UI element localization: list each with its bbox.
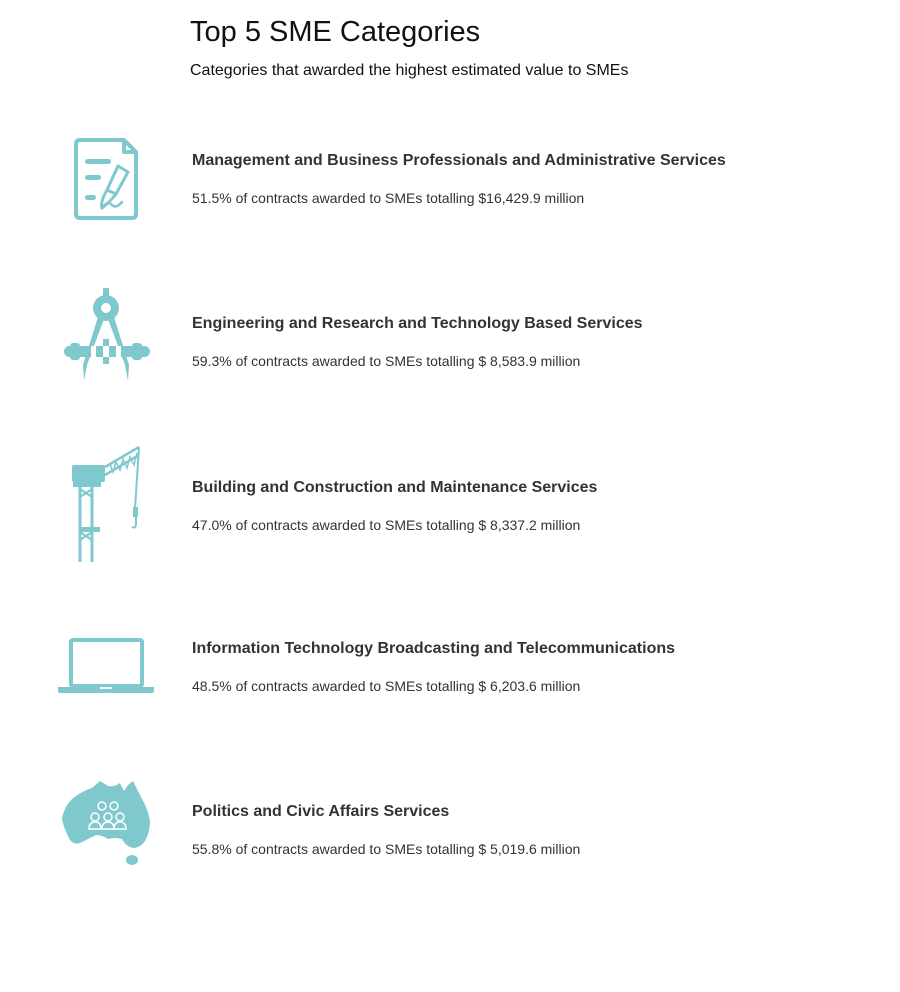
category-name: Engineering and Research and Technology Based Services: [192, 315, 643, 332]
page-title: Top 5 SME Categories: [190, 16, 481, 48]
category-description: 59.3% of contracts awarded to SMEs totalling $ 8,583.9 million: [192, 353, 581, 369]
category-item-management: [0, 110, 900, 250]
laptop-icon: [50, 598, 162, 738]
category-item-politics: [0, 761, 900, 901]
category-description: 51.5% of contracts awarded to SMEs totalling $16,429.9 million: [192, 190, 585, 206]
page-subtitle: Categories that awarded the highest estimated value to SMEs: [190, 62, 629, 79]
category-name: Information Technology Broadcasting and Telecommunications: [192, 640, 676, 657]
category-item-construction: [0, 437, 900, 577]
category-item-engineering: [0, 273, 900, 413]
category-name: Politics and Civic Affairs Services: [192, 803, 450, 820]
category-name: Building and Construction and Maintenance Services: [192, 479, 598, 496]
category-item-information-technology: [0, 598, 900, 738]
drafting-compass-icon: [50, 273, 162, 413]
document-signature-icon: [50, 110, 162, 250]
category-description: 48.5% of contracts awarded to SMEs totalling $ 6,203.6 million: [192, 678, 581, 694]
category-description: 55.8% of contracts awarded to SMEs totalling $ 5,019.6 million: [192, 841, 581, 857]
category-description: 47.0% of contracts awarded to SMEs totalling $ 8,337.2 million: [192, 517, 581, 533]
australia-people-icon: [50, 761, 162, 901]
category-name: Management and Business Professionals and Administrative Services: [192, 152, 726, 169]
construction-crane-icon: [50, 437, 162, 577]
